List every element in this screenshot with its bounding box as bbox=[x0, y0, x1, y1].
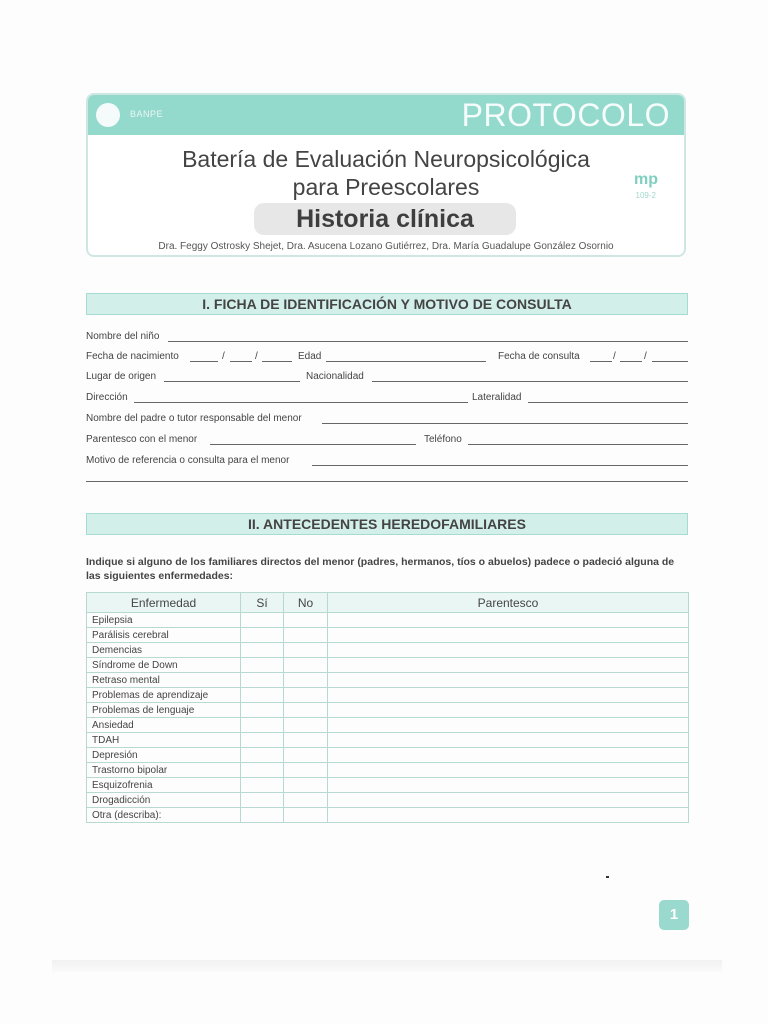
parentesco-cell[interactable] bbox=[328, 808, 689, 823]
table-header-row bbox=[87, 593, 689, 613]
enfermedad-label: Demencias bbox=[87, 643, 241, 658]
label-parentesco: Parentesco con el menor bbox=[86, 434, 198, 445]
enfermedad-label: Parálisis cerebral bbox=[87, 628, 241, 643]
parentesco-cell[interactable] bbox=[328, 793, 689, 808]
no-cell[interactable] bbox=[284, 643, 328, 658]
no-cell[interactable] bbox=[284, 688, 328, 703]
input-direccion[interactable] bbox=[134, 402, 468, 403]
enfermedad-label: Problemas de lenguaje bbox=[87, 703, 241, 718]
subtitle-pill bbox=[254, 203, 516, 235]
parentesco-cell[interactable] bbox=[328, 628, 689, 643]
si-cell[interactable] bbox=[241, 673, 284, 688]
row-motivo-cont bbox=[86, 468, 688, 484]
parentesco-cell[interactable] bbox=[328, 703, 689, 718]
table-row bbox=[87, 673, 689, 688]
label-lugar-origen: Lugar de origen bbox=[86, 371, 157, 382]
parentesco-cell[interactable] bbox=[328, 673, 689, 688]
section-1-header: I. FICHA DE IDENTIFICACIÓN Y MOTIVO DE CONSULTA bbox=[86, 293, 688, 315]
table-row bbox=[87, 628, 689, 643]
si-cell[interactable] bbox=[241, 733, 284, 748]
section-2-header: II. ANTECEDENTES HEREDOFAMILIARES bbox=[86, 513, 688, 535]
label-nombre-nino: Nombre del niño bbox=[86, 331, 160, 342]
date-separator: / bbox=[255, 351, 258, 362]
col-enfermedad: Enfermedad bbox=[87, 593, 241, 613]
si-cell[interactable] bbox=[241, 643, 284, 658]
input-nacimiento-anio[interactable] bbox=[262, 361, 292, 362]
header-band bbox=[88, 95, 684, 135]
authors-line: Dra. Feggy Ostrosky Shejet, Dra. Asucena Lozano Gutiérrez, Dra. María Guadalupe González Osornio bbox=[158, 241, 614, 252]
parentesco-cell[interactable] bbox=[328, 763, 689, 778]
row-fechas bbox=[86, 348, 688, 364]
col-si: Sí bbox=[241, 593, 284, 613]
table-row bbox=[87, 793, 689, 808]
label-telefono: Teléfono bbox=[424, 434, 462, 445]
table-row bbox=[87, 643, 689, 658]
band-small-label: BANPE bbox=[130, 109, 164, 119]
table-row bbox=[87, 733, 689, 748]
parentesco-cell[interactable] bbox=[328, 658, 689, 673]
table-row bbox=[87, 613, 689, 628]
no-cell[interactable] bbox=[284, 718, 328, 733]
table-row bbox=[87, 748, 689, 763]
label-motivo: Motivo de referencia o consulta para el menor bbox=[86, 455, 290, 466]
enfermedad-label: Problemas de aprendizaje bbox=[87, 688, 241, 703]
input-lateralidad[interactable] bbox=[528, 402, 688, 403]
si-cell[interactable] bbox=[241, 808, 284, 823]
section-2-instruction: Indique si alguno de los familiares directos del menor (padres, hermanos, tíos o abuelos) padece o padeció alguna de las siguientes enfermedades: bbox=[86, 556, 675, 582]
row-motivo bbox=[86, 452, 688, 468]
title-line-1: Batería de Evaluación Neuropsicológica bbox=[182, 146, 590, 172]
document-subtitle: Historia clínica bbox=[296, 205, 474, 233]
si-cell[interactable] bbox=[241, 613, 284, 628]
input-lugar-origen[interactable] bbox=[164, 381, 300, 382]
si-cell[interactable] bbox=[241, 763, 284, 778]
no-cell[interactable] bbox=[284, 703, 328, 718]
row-origen bbox=[86, 368, 688, 384]
no-cell[interactable] bbox=[284, 808, 328, 823]
input-edad[interactable] bbox=[326, 361, 486, 362]
input-nacimiento-dia[interactable] bbox=[190, 361, 218, 362]
input-consulta-dia[interactable] bbox=[590, 361, 612, 362]
protocol-header bbox=[86, 93, 686, 257]
si-cell[interactable] bbox=[241, 748, 284, 763]
parentesco-cell[interactable] bbox=[328, 733, 689, 748]
col-parentesco: Parentesco bbox=[328, 593, 689, 613]
no-cell[interactable] bbox=[284, 613, 328, 628]
input-nacionalidad[interactable] bbox=[372, 381, 688, 382]
page-number: 1 bbox=[659, 900, 689, 930]
label-fecha-consulta: Fecha de consulta bbox=[498, 351, 580, 362]
si-cell[interactable] bbox=[241, 688, 284, 703]
si-cell[interactable] bbox=[241, 628, 284, 643]
publisher-code: 109-2 bbox=[635, 191, 656, 200]
date-separator: / bbox=[613, 351, 616, 362]
table-row bbox=[87, 808, 689, 823]
input-padre-tutor[interactable] bbox=[322, 423, 688, 424]
enfermedad-label: TDAH bbox=[87, 733, 241, 748]
parentesco-cell[interactable] bbox=[328, 748, 689, 763]
parentesco-cell[interactable] bbox=[328, 613, 689, 628]
date-separator: / bbox=[222, 351, 225, 362]
enfermedad-label: Depresión bbox=[87, 748, 241, 763]
page-edge-shadow bbox=[52, 960, 722, 972]
no-cell[interactable] bbox=[284, 628, 328, 643]
label-lateralidad: Lateralidad bbox=[472, 392, 522, 403]
input-consulta-mes[interactable] bbox=[620, 361, 642, 362]
no-cell[interactable] bbox=[284, 673, 328, 688]
table-row bbox=[87, 658, 689, 673]
enfermedad-label: Ansiedad bbox=[87, 718, 241, 733]
row-parentesco bbox=[86, 431, 688, 447]
input-motivo-continuation[interactable] bbox=[86, 481, 688, 482]
no-cell[interactable] bbox=[284, 658, 328, 673]
enfermedad-label: Trastorno bipolar bbox=[87, 763, 241, 778]
table-row bbox=[87, 688, 689, 703]
label-edad: Edad bbox=[298, 351, 322, 362]
enfermedad-label: Retraso mental bbox=[87, 673, 241, 688]
table-row bbox=[87, 718, 689, 733]
input-parentesco[interactable] bbox=[210, 444, 416, 445]
no-cell[interactable] bbox=[284, 778, 328, 793]
no-cell[interactable] bbox=[284, 733, 328, 748]
si-cell[interactable] bbox=[241, 718, 284, 733]
title-line-2: para Preescolares bbox=[292, 174, 480, 200]
no-cell[interactable] bbox=[284, 763, 328, 778]
si-cell[interactable] bbox=[241, 658, 284, 673]
row-nombre-nino bbox=[86, 328, 688, 344]
enfermedad-label: Epilepsia bbox=[87, 613, 241, 628]
no-cell[interactable] bbox=[284, 793, 328, 808]
date-separator: / bbox=[644, 351, 647, 362]
protocol-title: PROTOCOLO bbox=[461, 97, 670, 133]
input-nacimiento-mes[interactable] bbox=[230, 361, 252, 362]
parentesco-cell[interactable] bbox=[328, 643, 689, 658]
input-consulta-anio[interactable] bbox=[652, 361, 688, 362]
enfermedad-label: Otra (describa): bbox=[87, 808, 241, 823]
parentesco-cell[interactable] bbox=[328, 688, 689, 703]
parentesco-cell[interactable] bbox=[328, 718, 689, 733]
speck bbox=[606, 876, 609, 878]
label-padre-tutor: Nombre del padre o tutor responsable del menor bbox=[86, 413, 302, 424]
row-padre-tutor bbox=[86, 410, 688, 426]
si-cell[interactable] bbox=[241, 778, 284, 793]
publisher-logo: mp bbox=[634, 171, 658, 188]
label-nacionalidad: Nacionalidad bbox=[306, 371, 364, 382]
table-row bbox=[87, 778, 689, 793]
si-cell[interactable] bbox=[241, 703, 284, 718]
input-telefono[interactable] bbox=[468, 444, 688, 445]
enfermedad-label: Síndrome de Down bbox=[87, 658, 241, 673]
table-row bbox=[87, 763, 689, 778]
input-motivo[interactable] bbox=[312, 465, 688, 466]
si-cell[interactable] bbox=[241, 793, 284, 808]
row-direccion bbox=[86, 389, 688, 405]
antecedentes-table bbox=[86, 592, 689, 823]
col-no: No bbox=[284, 593, 328, 613]
table-row bbox=[87, 703, 689, 718]
label-fecha-nacimiento: Fecha de nacimiento bbox=[86, 351, 179, 362]
circle-logo-icon bbox=[96, 103, 120, 127]
input-nombre-nino[interactable] bbox=[168, 341, 688, 342]
parentesco-cell[interactable] bbox=[328, 778, 689, 793]
no-cell[interactable] bbox=[284, 748, 328, 763]
document-title bbox=[88, 145, 684, 201]
label-direccion: Dirección bbox=[86, 392, 128, 403]
enfermedad-label: Esquizofrenia bbox=[87, 778, 241, 793]
enfermedad-label: Drogadicción bbox=[87, 793, 241, 808]
